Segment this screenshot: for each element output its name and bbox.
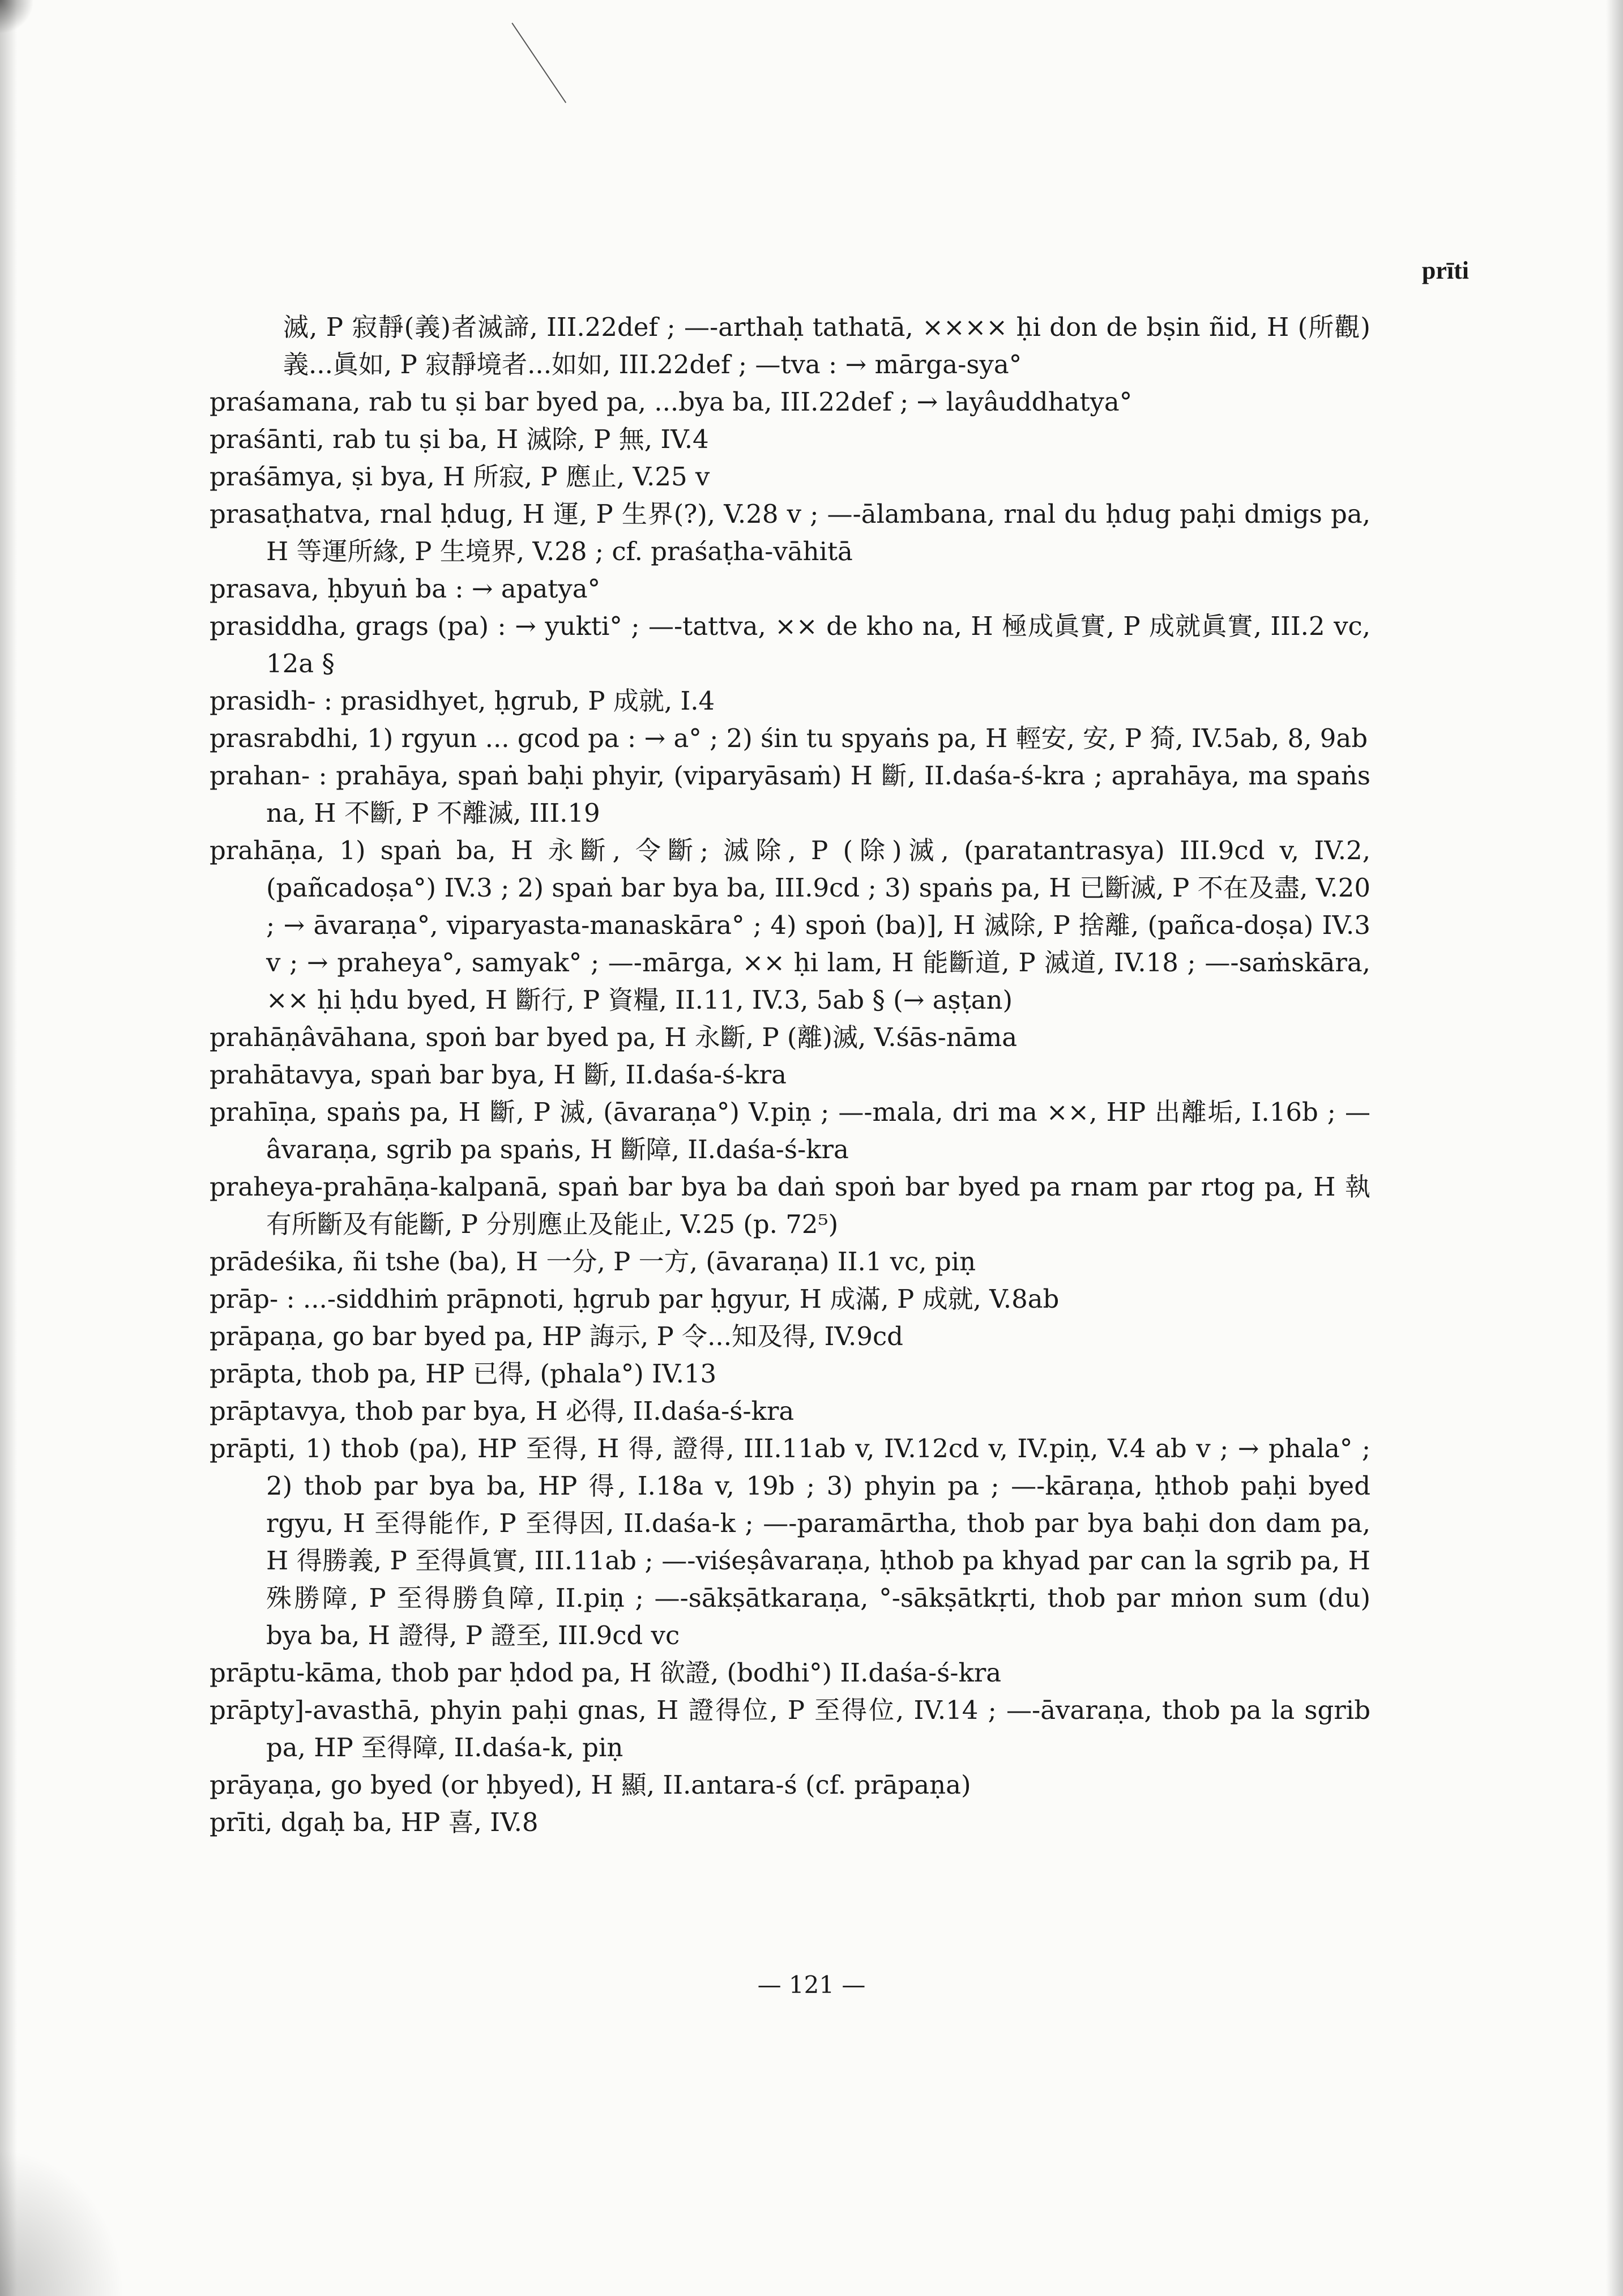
page-number: — 121 — [757, 1971, 866, 1999]
scan-edge-left [0, 0, 17, 2296]
dictionary-entry: prasaṭhatva, rnal ḥdug, H 運, P 生界(?), V.28 v ; —-ālambana, rnal du ḥdug paḥi dmigs pa, H 等運所緣, P 生境界, V.28 ; cf. praśaṭha-vāhitā [210, 499, 1370, 566]
dictionary-entry: prasidh- : prasidhyet, ḥgrub, P 成就, I.4 [210, 686, 715, 716]
fold-line [511, 23, 566, 103]
dictionary-entry: praśānti, rab tu ṣi ba, H 滅除, P 無, IV.4 [210, 424, 709, 454]
running-head: prīti [1421, 257, 1469, 284]
dictionary-entry: prādeśika, ñi tshe (ba), H 一分, P 一方, (āvaraṇa) II.1 vc, piṇ [210, 1247, 976, 1277]
dictionary-entry: 滅, P 寂靜(義)者滅諦, III.22def ; —-arthaḥ tathatā, ×××× ḥi don de bṣin ñid, H (所觀)義...眞如, P 寂靜境者...如如, III.22def ; —tva : → mārga-sya° [283, 312, 1370, 379]
dictionary-entry: prīti, dgaḥ ba, HP 喜, IV.8 [210, 1807, 539, 1837]
dictionary-entry: prahan- : prahāya, spaṅ baḥi phyir, (viparyāsaṁ) H 斷, II.daśa-ś-kra ; aprahāya, ma spaṅs na, H 不斷, P 不離滅, III.19 [210, 761, 1370, 828]
dictionary-entry: prasava, ḥbyuṅ ba : → apatya° [210, 574, 601, 604]
dictionary-entries [210, 309, 1370, 1841]
dictionary-entry: prahātavya, spaṅ bar bya, H 斷, II.daśa-ś-kra [210, 1060, 787, 1090]
scan-shadow [0, 2149, 125, 2296]
dictionary-entry: prāpta, thob pa, HP 已得, (phala°) IV.13 [210, 1359, 717, 1389]
dictionary-entry: praśamana, rab tu ṣi bar byed pa, ...bya ba, III.22def ; → layâuddhatya° [210, 387, 1133, 417]
dictionary-entry: prāp- : ...-siddhiṁ prāpnoti, ḥgrub par ḥgyur, H 成滿, P 成就, V.8ab [210, 1284, 1060, 1314]
dictionary-entry: prasrabdhi, 1) rgyun ... gcod pa : → a° ; 2) śin tu spyaṅs pa, H 輕安, 安, P 猗, IV.5ab, 8, 9ab [210, 723, 1368, 753]
dictionary-entry: prahīṇa, spaṅs pa, H 斷, P 滅, (āvaraṇa°) V.piṇ ; —-mala, dri ma ××, HP 出離垢, I.16b ; —âvaraṇa, sgrib pa spaṅs, H 斷障, II.daśa-ś-kra [210, 1097, 1370, 1164]
dictionary-entry: prāptu-kāma, thob par ḥdod pa, H 欲證, (bodhi°) II.daśa-ś-kra [210, 1658, 1002, 1688]
dictionary-entry: praśāmya, ṣi bya, H 所寂, P 應止, V.25 v [210, 462, 710, 492]
dictionary-entry: prasiddha, grags (pa) : → yukti° ; —-tattva, ×× de kho na, H 極成眞實, P 成就眞實, III.2 vc, 12a § [210, 611, 1370, 678]
dictionary-entry: prahāṇa, 1) spaṅ ba, H 永斷, 令斷; 滅除, P (除)滅, (paratantrasya) III.9cd v, IV.2, (pañcadoṣa°) IV.3 ; 2) spaṅ bar bya ba, III.9cd ; 3) spaṅs pa, H 已斷滅, P 不在及盡, V.20 ; → āvaraṇa°, viparyasta-manaskāra° ; 4) spoṅ (ba)], H 滅除, P 捨離, (pañca-doṣa) IV.3 v ; → praheya°, samyak° ; —-mārga, ×× ḥi lam, H 能斷道, P 滅道, IV.18 ; —-saṁskāra, ×× ḥi ḥdu byed, H 斷行, P 資糧, II.11, IV.3, 5ab § (→ aṣṭan) [210, 835, 1370, 1015]
dictionary-entry: prāyaṇa, go byed (or ḥbyed), H 顯, II.antara-ś (cf. prāpaṇa) [210, 1770, 971, 1800]
dictionary-entry: prāpti, 1) thob (pa), HP 至得, H 得, 證得, III.11ab v, IV.12cd v, IV.piṇ, V.4 ab v ; → phala° ; 2) thob par bya ba, HP 得, I.18a v, 19b ; 3) phyin pa ; —-kāraṇa, ḥthob paḥi byed rgyu, H 至得能作, P 至得因, II.daśa-k ; —-paramārtha, thob par bya baḥi don dam pa, H 得勝義, P 至得眞實, III.11ab ; —-viśeṣâvaraṇa, ḥthob pa khyad par can la sgrib pa, H 殊勝障, P 至得勝負障, II.piṇ ; —-sākṣātkaraṇa, °-sākṣātkṛti, thob par mṅon sum (du) bya ba, H 證得, P 證至, III.9cd vc [210, 1433, 1370, 1650]
dictionary-entry: prāpty]-avasthā, phyin paḥi gnas, H 證得位, P 至得位, IV.14 ; —-āvaraṇa, thob pa la sgrib pa, HP 至得障, II.daśa-k, piṇ [210, 1695, 1370, 1762]
dictionary-entry: prahāṇâvāhana, spoṅ bar byed pa, H 永斷, P (離)滅, V.śās-nāma [210, 1022, 1018, 1052]
dictionary-entry: praheya-prahāṇa-kalpanā, spaṅ bar bya ba daṅ spoṅ bar byed pa rnam par rtog pa, H 執有所斷及有能斷, P 分別應止及能止, V.25 (p. 72⁵) [210, 1172, 1370, 1239]
dictionary-entry: prāptavya, thob par bya, H 必得, II.daśa-ś-kra [210, 1396, 795, 1426]
dictionary-entry: prāpaṇa, go bar byed pa, HP 誨示, P 令...知及得, IV.9cd [210, 1321, 903, 1351]
scan-edge-right [1606, 0, 1623, 2296]
